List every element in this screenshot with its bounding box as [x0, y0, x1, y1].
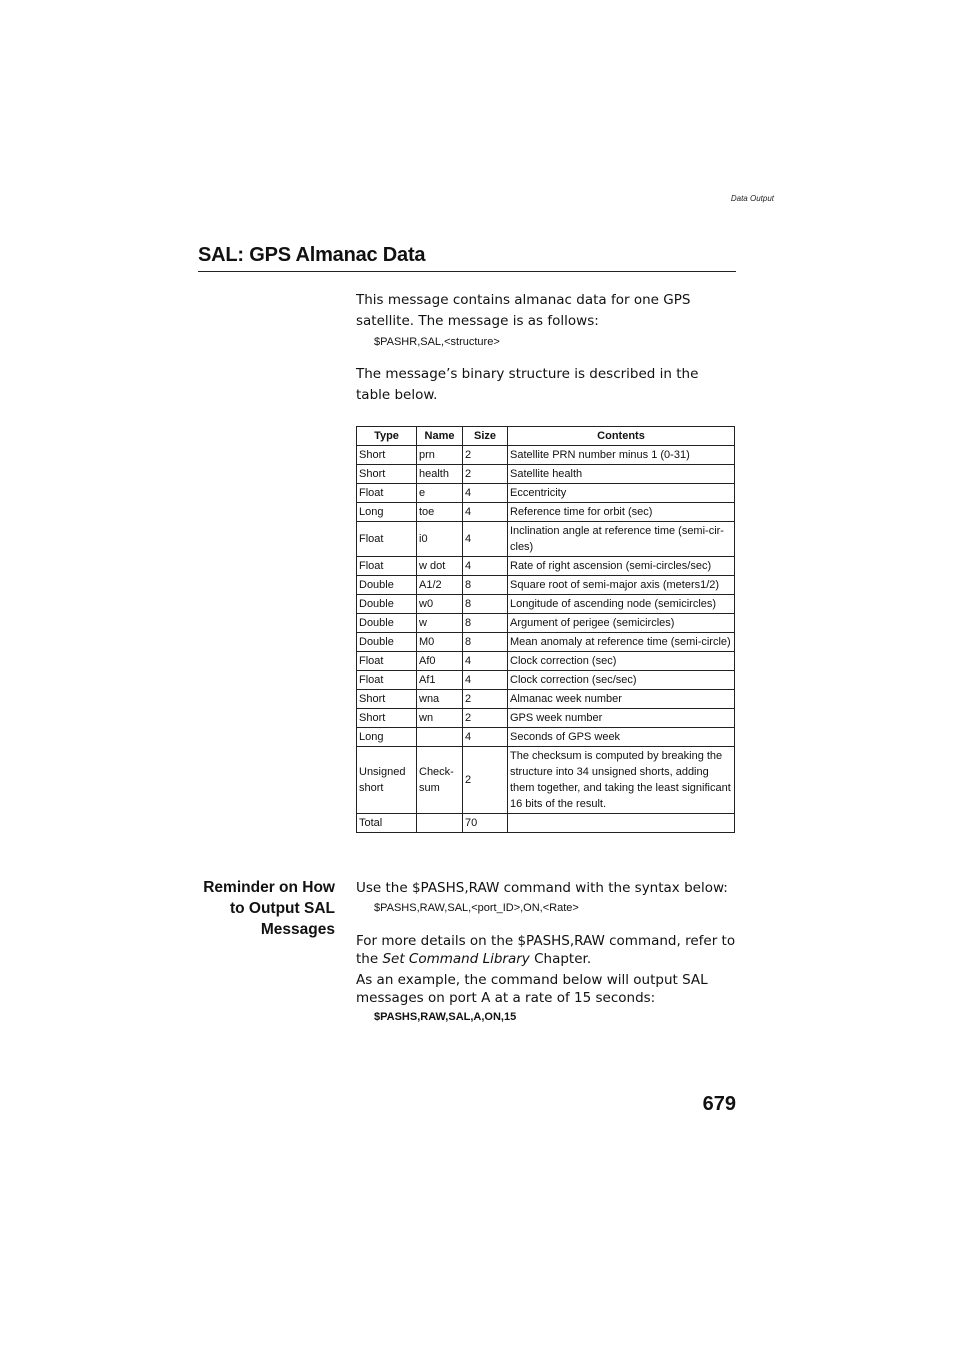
cell-size: 8 [463, 576, 508, 595]
cell-type: Short [357, 709, 417, 728]
header-contents: Contents [508, 427, 735, 446]
cell-type: Long [357, 728, 417, 747]
header-type: Type [357, 427, 417, 446]
page-number: 679 [702, 1093, 736, 1115]
cell-contents: GPS week number [508, 709, 735, 728]
cell-size: 2 [463, 709, 508, 728]
details-paragraph [356, 932, 736, 968]
cell-size: 4 [463, 522, 508, 557]
cell-type: Double [357, 633, 417, 652]
cell-contents: Inclination angle at reference time (semi-cir-cles) [508, 522, 735, 557]
cell-contents: Almanac week number [508, 690, 735, 709]
raw-syntax: $PASHS,RAW,SAL,<port_ID>,ON,<Rate> [374, 902, 579, 914]
cell-type: Float [357, 522, 417, 557]
cell-size: 4 [463, 557, 508, 576]
cell-type: Double [357, 576, 417, 595]
cell-name: M0 [417, 633, 463, 652]
cell-name: Af1 [417, 671, 463, 690]
cell-size: 2 [463, 747, 508, 814]
table-row [357, 633, 735, 652]
table-row [357, 728, 735, 747]
usage-paragraph: Use the $PASHS,RAW command with the syntax below: [356, 880, 728, 896]
cell-contents: Clock correction (sec/sec) [508, 671, 735, 690]
cell-type: Float [357, 484, 417, 503]
cell-type: Double [357, 595, 417, 614]
table-row [357, 503, 735, 522]
cell-size: 2 [463, 465, 508, 484]
binary-structure-table [356, 426, 735, 833]
cell-size: 70 [463, 814, 508, 833]
table-row [357, 522, 735, 557]
reminder-heading-line: to Output SAL [229, 900, 335, 917]
table-row [357, 595, 735, 614]
intro-paragraph: This message contains almanac data for one GPS satellite. The message is as follows: [356, 292, 691, 329]
cell-size: 4 [463, 503, 508, 522]
cell-type: Float [357, 652, 417, 671]
cell-contents: Square root of semi-major axis (meters1/2) [508, 576, 735, 595]
cell-type: Short [357, 446, 417, 465]
cell-contents: Seconds of GPS week [508, 728, 735, 747]
cell-contents: Longitude of ascending node (semicircles) [508, 595, 735, 614]
cell-size: 2 [463, 446, 508, 465]
table-row [357, 747, 735, 814]
header-size: Size [463, 427, 508, 446]
cell-contents: The checksum is computed by breaking the structure into 34 unsigned shorts, adding them together, and taking the least significant 16 bits of the result. [508, 747, 735, 814]
cell-type: Short [357, 465, 417, 484]
table-row [357, 446, 735, 465]
cell-name: health [417, 465, 463, 484]
example-paragraph: As an example, the command below will output SAL messages on port A at a rate of 15 seconds: [356, 972, 708, 1006]
cell-name [417, 814, 463, 833]
cell-size: 4 [463, 671, 508, 690]
cell-name [417, 728, 463, 747]
running-head: Data Output [730, 194, 774, 203]
cell-size: 4 [463, 728, 508, 747]
example-command: $PASHS,RAW,SAL,A,ON,15 [374, 1011, 517, 1023]
cell-type: Double [357, 614, 417, 633]
table-row [357, 690, 735, 709]
table-row [357, 557, 735, 576]
cell-type: Unsigned short [357, 747, 417, 814]
cell-type: Float [357, 557, 417, 576]
table-row [357, 652, 735, 671]
cell-type: Total [357, 814, 417, 833]
cell-type: Float [357, 671, 417, 690]
table-row [357, 465, 735, 484]
cell-name: A1/2 [417, 576, 463, 595]
cell-size: 8 [463, 595, 508, 614]
cell-type: Short [357, 690, 417, 709]
reminder-heading-line: Reminder on How [203, 879, 335, 896]
cell-name: Af0 [417, 652, 463, 671]
cell-contents: Eccentricity [508, 484, 735, 503]
cell-contents: Satellite PRN number minus 1 (0-31) [508, 446, 735, 465]
table-row [357, 709, 735, 728]
cell-name: w [417, 614, 463, 633]
cell-name: wna [417, 690, 463, 709]
cell-type: Long [357, 503, 417, 522]
chapter-reference: Set Command Library [382, 951, 530, 967]
cell-name: w dot [417, 557, 463, 576]
sal-syntax: $PASHR,SAL,<structure> [374, 336, 500, 348]
cell-size: 8 [463, 633, 508, 652]
table-row [357, 814, 735, 833]
cell-contents: Reference time for orbit (sec) [508, 503, 735, 522]
cell-contents: Mean anomaly at reference time (semi-circle) [508, 633, 735, 652]
cell-contents: Argument of perigee (semicircles) [508, 614, 735, 633]
table-intro-paragraph: The message’s binary structure is described in the table below. [356, 366, 699, 403]
cell-contents: Satellite health [508, 465, 735, 484]
cell-name: w0 [417, 595, 463, 614]
details-prefix: For more details on the $PASHS,RAW command, refer to the [356, 933, 736, 967]
section-title: SAL: GPS Almanac Data [198, 244, 426, 266]
cell-name: prn [417, 446, 463, 465]
details-suffix: Chapter. [529, 951, 592, 967]
table-row [357, 484, 735, 503]
cell-contents: Rate of right ascension (semi-circles/sec) [508, 557, 735, 576]
header-name: Name [417, 427, 463, 446]
reminder-heading-line: Messages [260, 921, 335, 938]
reminder-heading [190, 877, 335, 940]
table-body [357, 446, 735, 833]
cell-name: toe [417, 503, 463, 522]
cell-name: e [417, 484, 463, 503]
cell-size: 4 [463, 484, 508, 503]
cell-contents: Clock correction (sec) [508, 652, 735, 671]
cell-name: Check-sum [417, 747, 463, 814]
table-row [357, 614, 735, 633]
cell-size: 4 [463, 652, 508, 671]
cell-size: 8 [463, 614, 508, 633]
table-row [357, 576, 735, 595]
table-row [357, 671, 735, 690]
table-header-row [357, 427, 735, 446]
cell-size: 2 [463, 690, 508, 709]
cell-name: i0 [417, 522, 463, 557]
title-rule [198, 271, 736, 272]
cell-contents [508, 814, 735, 833]
cell-name: wn [417, 709, 463, 728]
